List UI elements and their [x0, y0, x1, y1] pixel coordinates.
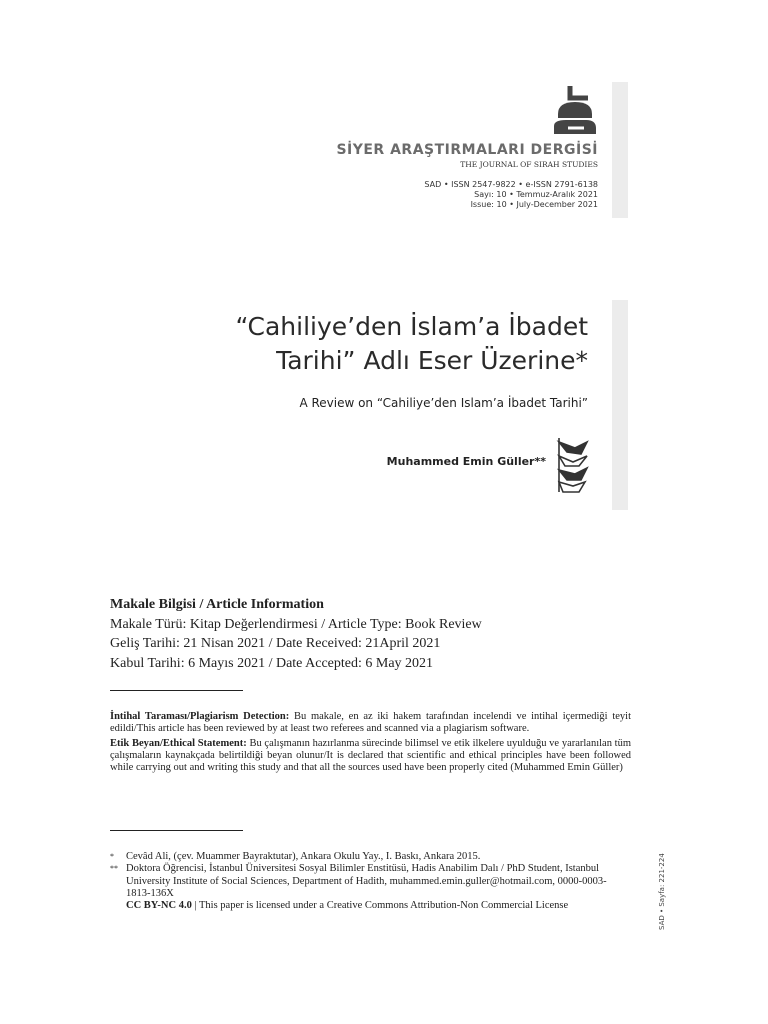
page-range-label [658, 850, 670, 930]
title-side-bar [612, 300, 628, 510]
author-name: Muhammed Emin Güller** [386, 455, 546, 468]
plagiarism-label: İntihal Taraması/Plagiarism Detection: [110, 711, 290, 722]
ethical-statement [110, 738, 631, 775]
issue-tr: Sayı: 10 • Temmuz-Aralık 2021 [474, 190, 598, 199]
plagiarism-statement [110, 711, 631, 736]
license-text: | This paper is licensed under a Creative Commons Attribution-Non Commercial License [194, 900, 569, 912]
header-side-bar [612, 82, 628, 218]
article-type: Makale Türü: Kitap Değerlendirmesi / Article Type: Book Review [110, 616, 482, 632]
journal-subtitle: THE JOURNAL OF SIRAH STUDIES [460, 160, 598, 169]
footnote-2 [110, 863, 631, 912]
footnote-divider [110, 830, 243, 831]
divider [110, 690, 243, 691]
footnote-1-mark: * [110, 852, 114, 861]
footnotes [110, 851, 631, 912]
journal-logo-icon [550, 84, 600, 136]
footnote-2-text: Doktora Öğrencisi, İstanbul Üniversitesi Sosyal Bilimler Enstitüsü, Hadis Anabilim Dalı / PhD Student, Istanbul University Institute of Social Sciences, Department of Hadith, muhammed.emin.guller@hotmail.com, 0000-0003-1813-136X [126, 863, 607, 899]
footnote-2-mark: ** [110, 864, 118, 874]
ornament-icon [555, 436, 591, 494]
date-received: Geliş Tarihi: 21 Nisan 2021 / Date Received: 21April 2021 [110, 636, 441, 651]
article-title [235, 310, 588, 378]
ethical-label: Etik Beyan/Ethical Statement: [110, 737, 247, 749]
page-range-text: SAD • Sayfa: 221-224 [658, 853, 666, 930]
ethics-block [110, 711, 631, 776]
plagiarism-text: Bu makale, en az iki hakem tarafından incelendi ve intihal içermediği teyit edildi/This article has been reviewed by at least two referees and scanned via a plagiarism software. [110, 711, 631, 735]
issue-en: Issue: 10 • July-December 2021 [470, 200, 598, 209]
footnote-1-text: Cevâd Ali, (çev. Muammer Bayraktutar), Ankara Okulu Yay., I. Baskı, Ankara 2015. [126, 851, 481, 862]
journal-title: SİYER ARAŞTIRMALARI DERGİSİ [336, 142, 598, 158]
license-label: CC BY-NC 4.0 [126, 900, 192, 912]
issn-line: SAD • ISSN 2547-9822 • e-ISSN 2791-6138 [424, 180, 598, 189]
article-subtitle: A Review on “Cahiliye’den Islam’a İbadet Tarihi” [299, 396, 588, 410]
article-info [110, 595, 482, 673]
footnote-1 [110, 851, 631, 863]
article-info-heading: Makale Bilgisi / Article Information [110, 597, 324, 612]
date-accepted: Kabul Tarihi: 6 Mayıs 2021 / Date Accepted: 6 May 2021 [110, 655, 434, 671]
ethical-text: Bu çalışmanın hazırlanma sürecinde bilimsel ve etik ilkelere uyulduğu ve yararlanılan tüm çalışmaların kaynakçada belirtildiği beyan olunur/It is declared that scientific and ethical principles have been followed while carrying out and writing this study and that all the sources used have been properly cited (Muhammed Emin Güller) [110, 737, 632, 774]
article-title-line1: “Cahiliye’den İslam’a İbadet [235, 312, 588, 341]
article-title-line2: Tarihi” Adlı Eser Üzerine* [276, 346, 588, 375]
